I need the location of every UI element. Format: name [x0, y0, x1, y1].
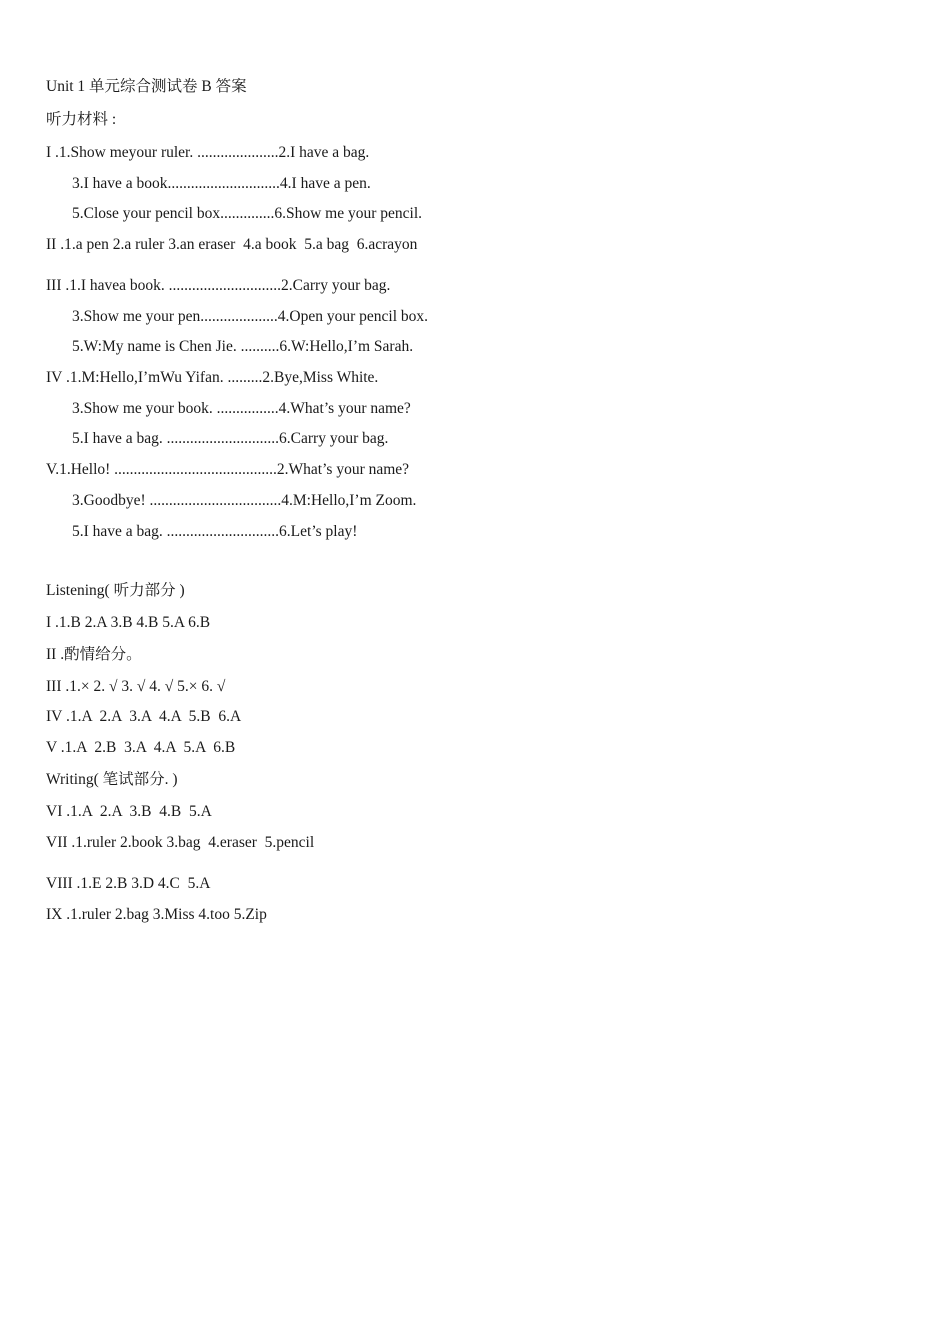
material-section-4-line-3: 5.I have a bag. .............................6.Carry your bag. [72, 430, 389, 447]
answer-section-8: VIII .1.E 2.B 3.D 4.C 5.A [46, 875, 211, 892]
document-title: Unit 1 单元综合测试卷 B 答案 [46, 78, 247, 95]
answer-section-5: V .1.A 2.B 3.A 4.A 5.A 6.B [46, 739, 236, 756]
material-section-4-line-2: 3.Show me your book. ................4.What’s your name? [72, 400, 411, 417]
answer-section-2: II .酌情给分。 [46, 646, 142, 663]
answer-section-4: IV .1.A 2.A 3.A 4.A 5.B 6.A [46, 708, 242, 725]
listening-material-label: 听力材料 : [46, 111, 117, 128]
answer-section-6: VI .1.A 2.A 3.B 4.B 5.A [46, 803, 212, 820]
answer-section-1: I .1.B 2.A 3.B 4.B 5.A 6.B [46, 614, 211, 631]
listening-heading: Listening( 听力部分 ) [46, 582, 185, 599]
material-section-3-line-3: 5.W:My name is Chen Jie. ..........6.W:Hello,I’m Sarah. [72, 338, 414, 355]
material-section-1-line-2: 3.I have a book.............................4.I have a pen. [72, 175, 371, 192]
answer-section-3: III .1.× 2. √ 3. √ 4. √ 5.× 6. √ [46, 678, 226, 695]
material-section-1-line-1: I .1.Show meyour ruler. .....................2.I have a bag. [46, 144, 370, 161]
material-section-3-line-2: 3.Show me your pen....................4.Open your pencil box. [72, 308, 429, 325]
material-section-2-line-1: II .1.a pen 2.a ruler 3.an eraser 4.a book 5.a bag 6.acrayon [46, 236, 418, 253]
material-section-3-line-1: III .1.I havea book. .............................2.Carry your bag. [46, 277, 391, 294]
material-section-4-line-1: IV .1.M:Hello,I’mWu Yifan. .........2.Bye,Miss White. [46, 369, 379, 386]
writing-heading: Writing( 笔试部分. ) [46, 771, 178, 788]
material-section-5-line-3: 5.I have a bag. .............................6.Let’s play! [72, 523, 358, 540]
answer-section-9: IX .1.ruler 2.bag 3.Miss 4.too 5.Zip [46, 906, 267, 923]
answer-section-7: VII .1.ruler 2.book 3.bag 4.eraser 5.pencil [46, 834, 315, 851]
material-section-5-line-1: V.1.Hello! ..........................................2.What’s your name? [46, 461, 410, 478]
material-section-1-line-3: 5.Close your pencil box..............6.Show me your pencil. [72, 205, 422, 222]
material-section-5-line-2: 3.Goodbye! ..................................4.M:Hello,I’m Zoom. [72, 492, 417, 509]
